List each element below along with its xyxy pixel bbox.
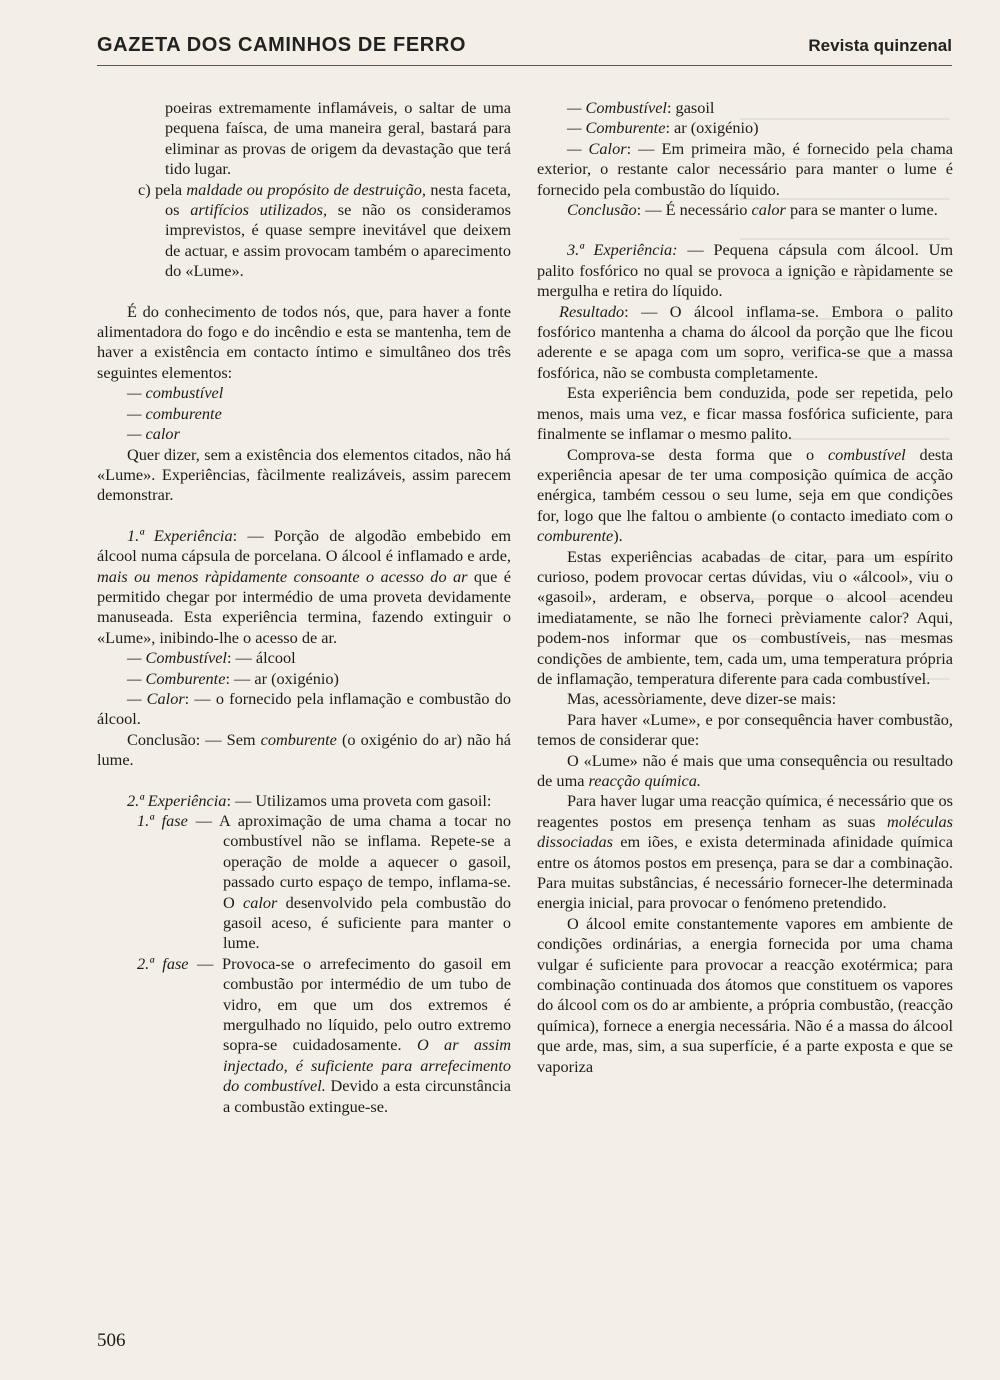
list-item-b-continuation: poeiras extremamente inflamáveis, o saltar de uma pequena faísca, de uma maneira geral, bastará para eliminar as provas de origem da devastação que terá tido lugar. xyxy=(165,98,511,179)
paragraph: O álcool emite constantemente vapores em ambiente de condições ordinárias, a energia fornecida por uma chama vulgar é suficiente para provocar a reacção exotérmica; para combinação continuada dos átomos que constituem os vapores do álcool com os do ar ambiente, a própria combustão, (reacção química), fornece a energia necessária. Não é a massa do álcool que arde, mas, sim, a sua superfície, é a parte exposta e que se vaporiza xyxy=(537,913,953,1076)
right-column xyxy=(537,98,953,1077)
experiment-2: 2.ª Experiência: — Utilizamos uma proveta com gasoil: xyxy=(127,790,492,810)
paragraph: Para haver «Lume», e por consequência haver combustão, temos de considerar que: xyxy=(537,709,953,750)
element-list-item: — calor xyxy=(127,424,180,444)
paragraph-conclusion: Quer dizer, sem a existência dos elementos citados, não há «Lume». Experiências, fàcilmente realizáveis, assim parecem demonstrar. xyxy=(97,444,511,505)
paragraph: Estas experiências acabadas de citar, para um espírito curioso, podem provocar certas dúvidas, viu o «álcool», viu o «gasoil», arderam, e observa, porque o alcool acendeu imediatamente, se não lhe forneci prèviamente calor? Aqui, podem-nos informar que os combustíveis, nas mesmas condições de ambiente, tem, cada um, uma temperatura própria de inflamação, temperatura diferente para cada combustível. xyxy=(537,546,953,688)
experiment-1-fuel: — Combustível: — álcool xyxy=(127,648,296,668)
paragraph: O «Lume» não é mais que uma consequência ou resultado de uma reacção química. xyxy=(537,750,953,790)
experiment-3: 3.ª Experiência: — Pequena cápsula com álcool. Um palito fosfórico no qual se provoca a ignição e ràpidamente se mergulha e retira do líquido. xyxy=(537,240,953,301)
experiment-1: 1.ª Experiência: — Porção de algodão embebido em álcool numa cápsula de porcelana. O álcool é inflamado e arde, mais ou menos ràpidamente consoante o acesso do ar que é permitido chegar por intermédio de uma proveta devidamente manuseada. Esta experiência termina, fazendo extinguir o «Lume», inibindo-lhe o acesso de ar. xyxy=(97,525,512,647)
experiment-2-heat: — Calor: — Em primeira mão, é fornecido pela chama exterior, o restante calor necessário para manter o lume é fornecido pela combustão do líquido. xyxy=(537,138,953,199)
page-number: 506 xyxy=(97,1330,126,1351)
experiment-2-conclusion: Conclusão: — É necessário calor para se manter o lume. xyxy=(567,200,938,220)
experiment-3-result: Resultado: — O álcool inflama-se. Embora o palito fosfórico mantenha a chama do álcool da porção que lhe ficou aderente e se apaga com um sopro, verifica-se que a massa fosfórica, não se combusta completamente. xyxy=(537,301,953,382)
experiment-2-phase-2: 2.ª fase — Provoca-se o arrefecimento do gasoil em combustão por intermédio de um tubo de vidro, em que um dos extremos é mergulhado no líquido, pelo outro extremo sopra-se cuidadosamente. O ar assim injectado, é suficiente para arrefecimento do combustível. Devido a esta circunstância a combustão extingue-se. xyxy=(137,953,512,1116)
journal-title: GAZETA DOS CAMINHOS DE FERRO xyxy=(97,34,467,56)
paragraph: Mas, acessòriamente, deve dizer-se mais: xyxy=(567,689,837,709)
experiment-1-conclusion: Conclusão: — Sem comburente (o oxigénio do ar) não há lume. xyxy=(97,729,512,770)
journal-subtitle: Revista quinzenal xyxy=(808,36,952,55)
experiment-1-heat: — Calor: — o fornecido pela inflamação e combustão do álcool. xyxy=(97,688,511,729)
element-list-item: — comburente xyxy=(127,403,222,423)
list-item-c: c) pela maldade ou propósito de destruição, nesta faceta, os artifícios utilizados, se não os consideramos imprevistos, é quase sempre inevitável que deixem de actuar, e assim provocam também o aparecimento do «Lume». xyxy=(138,179,511,281)
paragraph-elements: É do conhecimento de todos nós, que, para haver a fonte alimentadora do fogo e do incêndio e esta se mantenha, tem de haver a existência em contacto íntimo e simultâneo dos três seguintes elementos: xyxy=(97,301,511,382)
paragraph: Comprova-se desta forma que o combustível desta experiência apesar de ter uma composição química de acção enérgica, também cessou o seu lume, seja em que condições for, logo que lhe faltou o ambiente (o contacto imediato com o comburente). xyxy=(537,444,954,546)
experiment-2-fuel: — Combustível: gasoil xyxy=(567,98,715,117)
paragraph: Para haver lugar uma reacção química, é necessário que os reagentes postos em presença tenham as suas moléculas dissociadas em iões, e exista determinada afinidade química entre os átomos postos em presença, para se dar a combinação. Para muitas substâncias, é necessário fornecer-lhe determinada energia inicial, para provocar o fenómeno pretendido. xyxy=(537,791,953,913)
left-column xyxy=(97,98,511,1117)
experiment-1-oxidizer: — Comburente: — ar (oxigénio) xyxy=(127,668,339,688)
experiment-2-oxidizer: — Comburente: ar (oxigénio) xyxy=(567,118,759,138)
page-header xyxy=(97,34,952,60)
header-rule xyxy=(97,65,952,66)
experiment-2-phase-1: 1.ª fase — A aproximação de uma chama a tocar no combustível não se inflama. Repete-se a operação de molde a aquecer o gasoil, passado curto espaço de tempo, inflama-se. O calor desenvolvido pela combustão do gasoil aceso, é suficiente para manter o lume. xyxy=(137,811,511,953)
paragraph: Esta experiência bem conduzida, pode ser repetida, pelo menos, mais uma vez, e ficar massa fosfórica suficiente, para finalmente se inflamar o mesmo palito. xyxy=(537,383,953,444)
element-list-item: — combustível xyxy=(127,383,224,403)
